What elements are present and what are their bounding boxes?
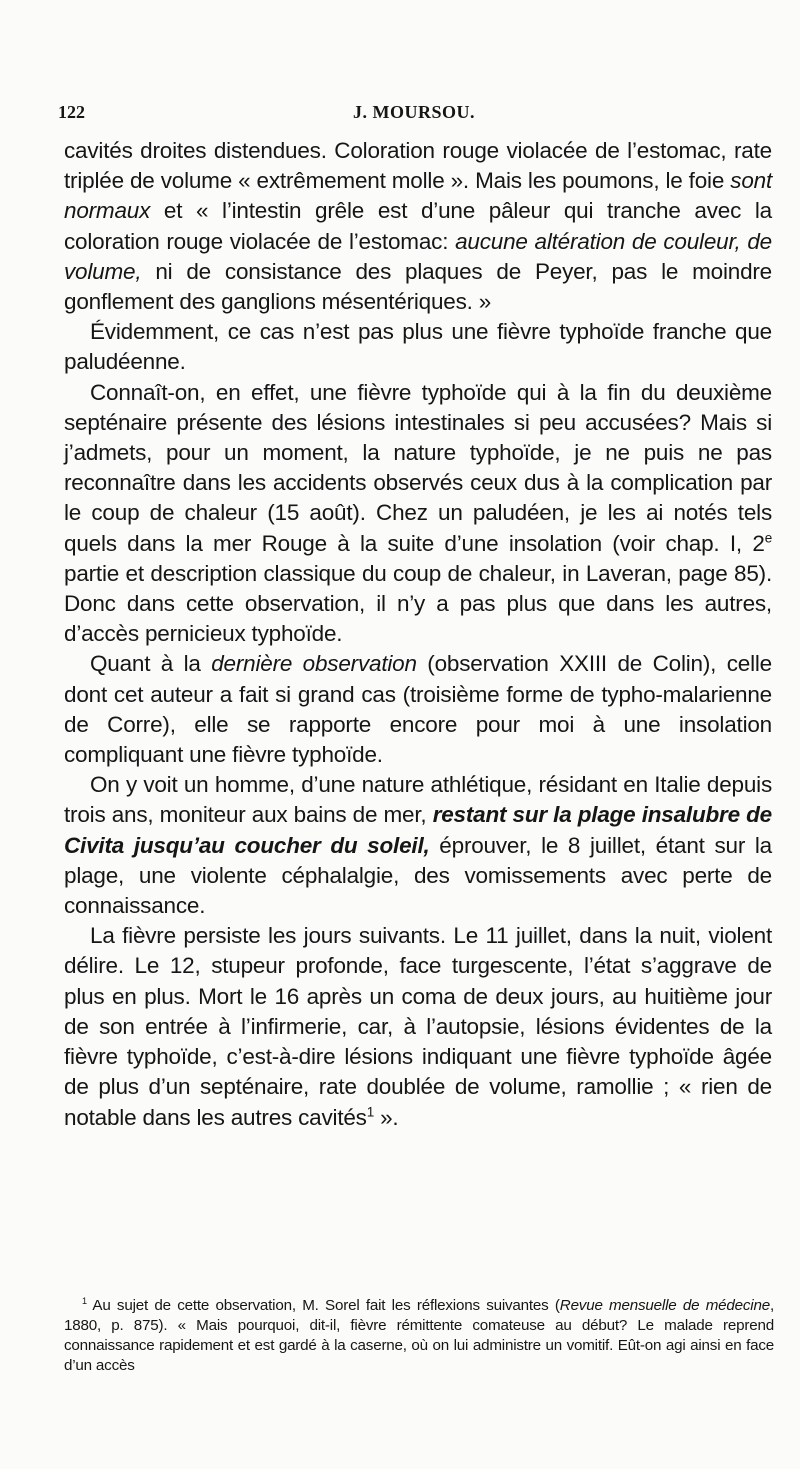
paragraph-3-superscript: e — [764, 530, 772, 546]
paragraph-6-text-b: ». — [374, 1104, 399, 1130]
paragraph-3 — [64, 378, 772, 650]
paragraph-3-text-a: Connaît-on, en effet, une fièvre typhoïde qui à la fin du deuxième septénaire présente des lésions intestinales si peu accusées? Mais si j’admets, pour un moment, la nature typhoïde, je ne puis ne pas reconnaître dans les accidents observés ceux dus à la complication par le coup de chaleur (15 août). Chez un paludéen, je les ai notés tels quels dans la mer Rouge à la suite d’une insolation (voir chap. I, 2 — [64, 379, 772, 556]
page-header — [58, 102, 770, 132]
page-number: 122 — [58, 102, 85, 122]
paragraph-6 — [64, 921, 772, 1132]
paragraph-5-emphasis-b: restant sur la plage insalubre de Civita jusqu’au coucher du soleil, — [64, 802, 772, 858]
paragraph-5 — [64, 770, 772, 921]
paragraph-4 — [64, 649, 772, 770]
body-text — [64, 136, 772, 1133]
paragraph-5-text-c: éprouver, le 8 juillet, étant sur la plage, une violente céphalalgie, des vomissements avec perte de connaissance. — [64, 832, 772, 919]
paragraph-1 — [64, 136, 772, 317]
footnote-journal-title: Revue mensuelle de médecine — [559, 1297, 770, 1314]
footnote-reference[interactable]: 1 — [366, 1104, 375, 1119]
paragraph-2: Évidemment, ce cas n’est pas plus une fièvre typhoïde franche que paludéenne. — [64, 319, 772, 375]
paragraph-1-text-e: ni de consistance des plaques de Peyer, pas le moindre gonflement des ganglions mésentériques. » — [64, 258, 772, 315]
paragraph-4-text-c: (observation XXIII de Colin), celle dont cet auteur a fait si grand cas (troisième forme de typho-malarienne de Corre), elle se rapporte encore pour moi à une insolation compliquant une fièvre typhoïde. — [64, 651, 772, 768]
paragraph-1-emphasis-d: aucune altération de couleur, de volume, — [64, 228, 772, 284]
running-head: J. MOURSOU. — [353, 102, 475, 122]
footnote-text-a: Au sujet de cette observation, M. Sorel fait les réflexions suivantes ( — [86, 1297, 560, 1314]
paragraph-1-text-a: cavités droites distendues. Coloration rouge violacée de l’estomac, rate triplée de volume « extrêmement molle ». Mais les poumons, le foie — [64, 138, 772, 194]
paragraph-6-text-a: La fièvre persiste les jours suivants. Le 11 juillet, dans la nuit, violent délire. Le 12, stupeur profonde, face turgescente, l’état s’aggrave de plus en plus. Mort le 16 après un coma de deux jours, au huitième jour de son entrée à l’infirmerie, car, à l’autopsie, lésions évidentes de la fièvre typhoïde, c’est-à-dire lésions indiquant une fièvre typhoïde âgée de plus d’un septénaire, rate doublée de volume, ramollie ; « rien de notable dans les autres cavités — [64, 923, 772, 1130]
footnote-1 — [64, 1296, 774, 1376]
paragraph-1-text-c: et « l’intestin grêle est d’une pâleur qui tranche avec la coloration rouge violacée de l’estomac: — [64, 198, 772, 254]
footnotes — [64, 1296, 774, 1376]
paragraph-4-emphasis-b: dernière observation — [211, 651, 417, 677]
paragraph-3-text-b: partie et description classique du coup de chaleur, in Laveran, page 85). Donc dans cette observation, il n’y a pas plus que dans les autres, d’accès pernicieux typhoïde. — [64, 560, 772, 647]
paragraph-4-text-a: Quant à la — [90, 651, 212, 677]
paragraph-5-text-a: On y voit un homme, d’une nature athlétique, résidant en Italie depuis trois ans, moniteur aux bains de mer, — [64, 772, 772, 828]
footnote-marker: 1 — [82, 1295, 87, 1306]
paragraph-1-emphasis-b: sont normaux — [64, 168, 772, 224]
footnote-text-c: , 1880, p. 875). « Mais pourquoi, dit-il, fièvre rémittente comateuse au début? Le malade reprend connaissance rapidement et est gardé à la caserne, où on lui administre un vomitif. Eût-on agi ainsi en face d’un accès — [64, 1297, 774, 1374]
